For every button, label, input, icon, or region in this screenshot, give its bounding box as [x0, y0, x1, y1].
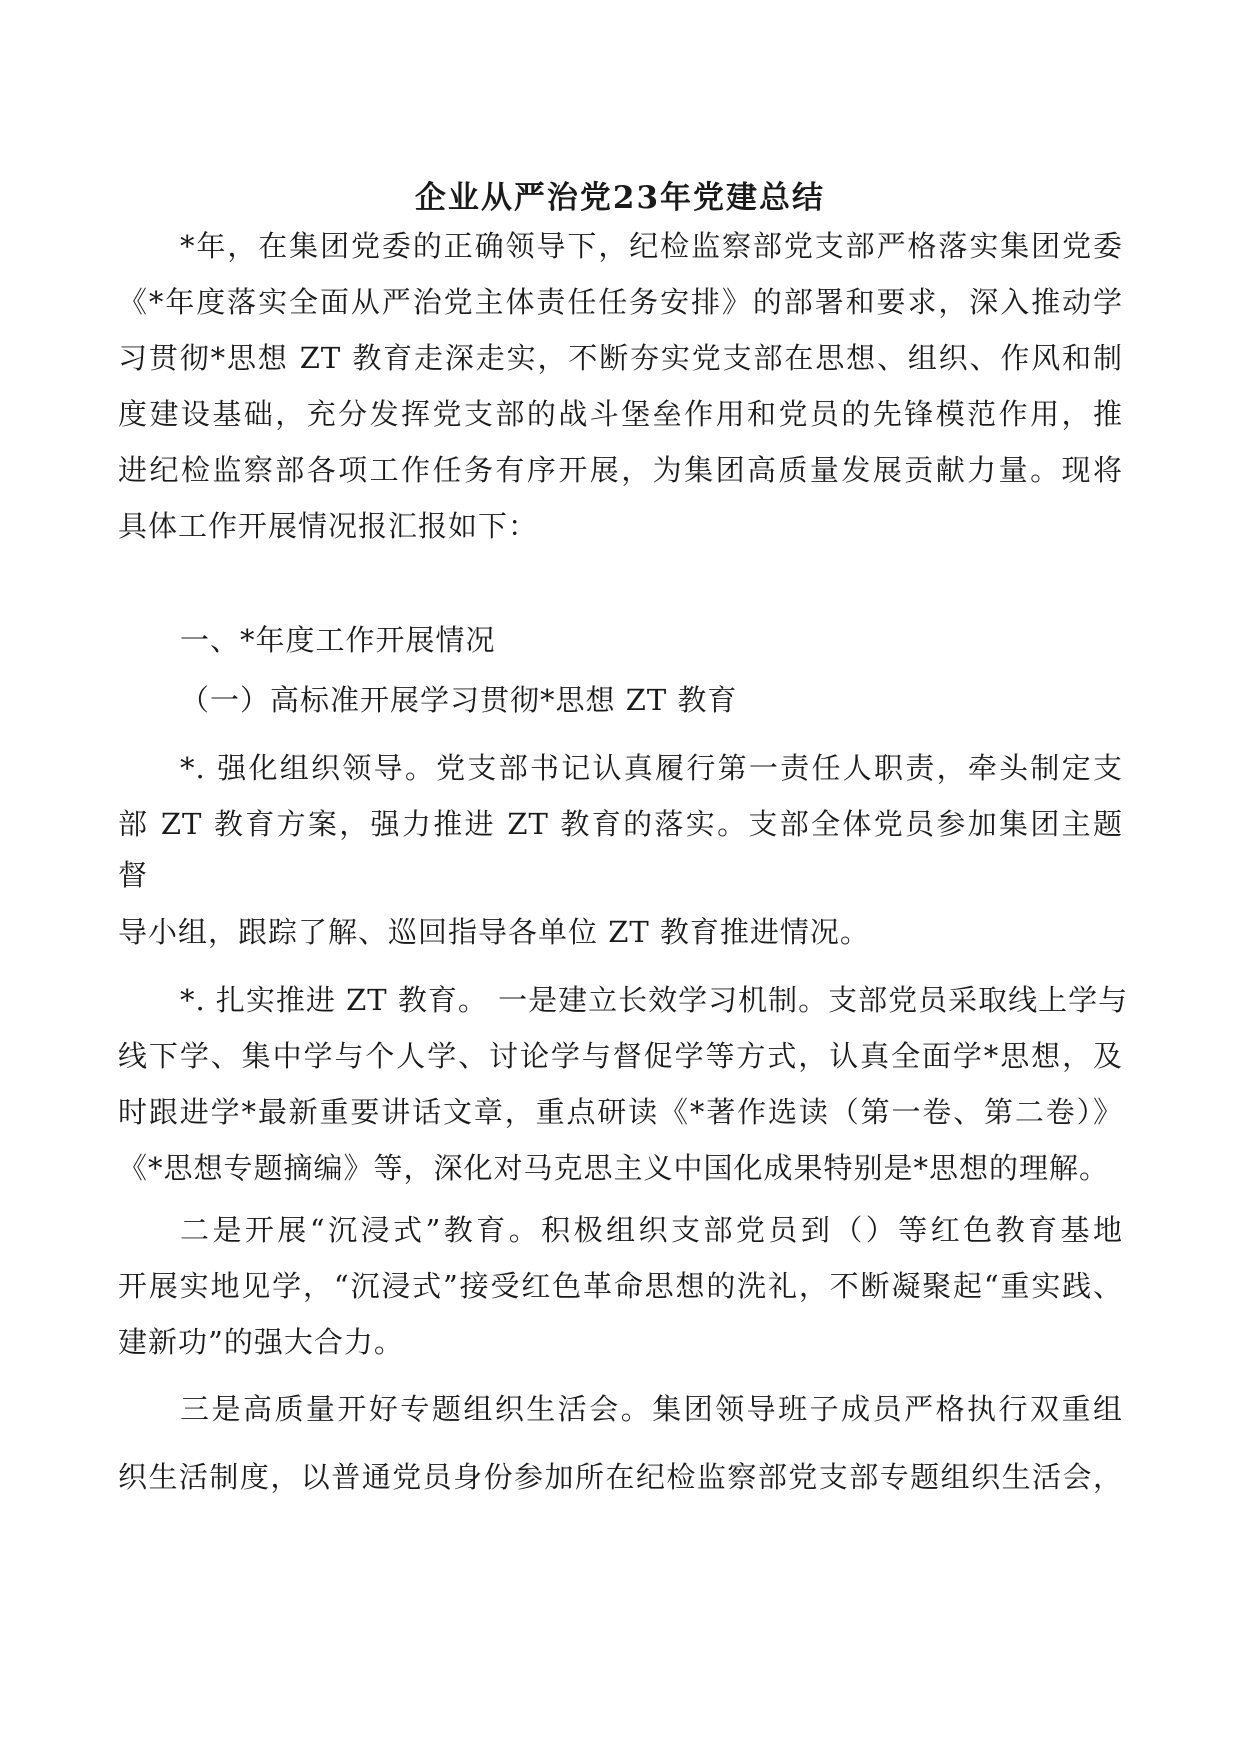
paragraph-life-meeting [118, 1378, 1123, 1514]
paragraph-line: 建新功”的强大合力。 [118, 1325, 404, 1359]
paragraph-line: 开展实地见学，“沉浸式”接受红色革命思想的洗礼，不断凝聚起“重实践、 [118, 1269, 1123, 1303]
paragraph-line: 部 ZT 教育方案，强力推进 ZT 教育的落实。支部全体党员参加集团主题 [118, 807, 1123, 841]
paragraph-line: 时跟进学*最新重要讲话文章，重点研读《*著作选读（第一卷、第二卷）》 [118, 1095, 1123, 1129]
paragraph-line: 织生活制度，以普通党员身份参加所在纪检监察部党支部专题组织生活会， [118, 1460, 1123, 1494]
paragraph-line: 督 [118, 858, 149, 892]
paragraph-education [118, 972, 1129, 1196]
paragraph-line: 线下学、集中学与个人学、讨论学与督促学等方式，认真全面学*思想，及 [118, 1039, 1123, 1073]
paragraph-immersive [118, 1202, 1123, 1370]
subsection-heading [118, 672, 1123, 728]
paragraph-line: *. 强化组织领导。党支部书记认真履行第一责任人职责，牵头制定支 [180, 751, 1123, 785]
paragraph-organization [118, 740, 1123, 960]
paragraph-intro [118, 218, 1123, 554]
paragraph-line: 《*年度落实全面从严治党主体责任任务安排》的部署和要求，深入推动学 [118, 285, 1123, 319]
paragraph-line: 三是高质量开好专题组织生活会。集团领导班子成员严格执行双重组 [180, 1392, 1123, 1426]
heading-line: 一、*年度工作开展情况 [180, 623, 496, 657]
paragraph-line: 习贯彻*思想 ZT 教育走深走实，不断夯实党支部在思想、组织、作风和制 [118, 341, 1123, 375]
paragraph-line: 具体工作开展情况报汇报如下： [118, 509, 539, 543]
heading-line: （一）高标准开展学习贯彻*思想 ZT 教育 [180, 683, 738, 717]
paragraph-line: 导小组，跟踪了解、巡回指导各单位 ZT 教育推进情况。 [118, 915, 870, 949]
paragraph-line: 度建设基础，充分发挥党支部的战斗堡垒作用和党员的先锋模范作用，推 [118, 397, 1123, 431]
paragraph-line: *年，在集团党委的正确领导下，纪检监察部党支部严格落实集团党委 [180, 229, 1123, 263]
paragraph-line: 进纪检监察部各项工作任务有序开展，为集团高质量发展贡献力量。现将 [118, 453, 1123, 487]
paragraph-line: 《*思想专题摘编》等，深化对马克思主义中国化成果特别是*思想的理解。 [118, 1151, 1110, 1185]
paragraph-line: *. 扎实推进 ZT 教育。 一是建立长效学习机制。支部党员采取线上学与 [180, 983, 1129, 1017]
paragraph-line: 二是开展“沉浸式”教育。积极组织支部党员到（）等红色教育基地 [180, 1213, 1123, 1247]
document-title: 企业从严治党23年党建总结 [414, 180, 826, 216]
section-heading [118, 612, 1123, 668]
